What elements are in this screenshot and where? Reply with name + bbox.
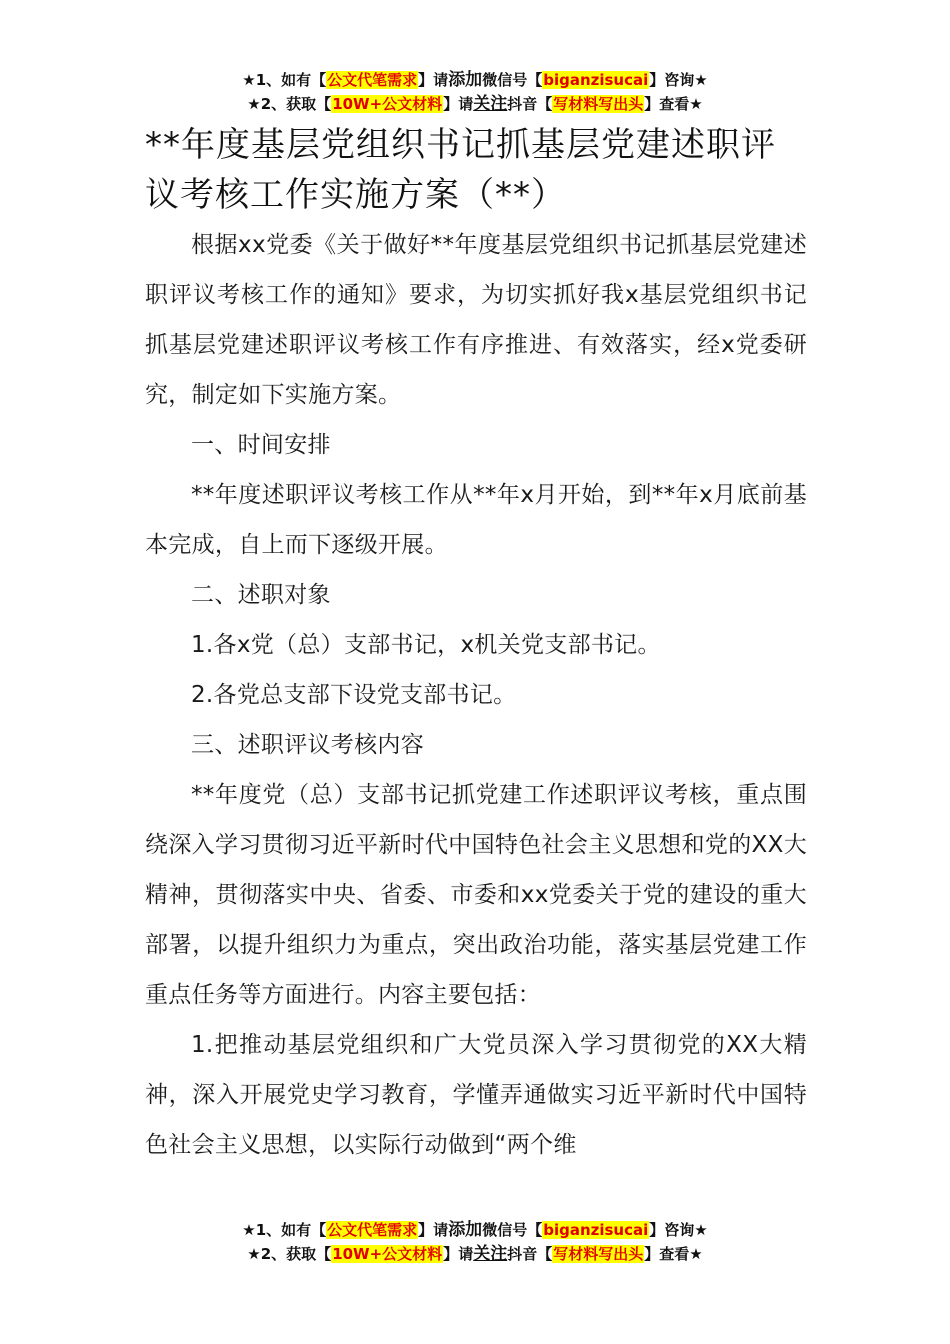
promo-emphasis: 添加 [448,1220,483,1240]
promo-text: 】查看★ [644,95,703,113]
promo-text: 微信号【 [482,71,543,89]
promo-banner-top [0,68,950,116]
promo-text: 】咨询★ [649,71,708,89]
promo-highlight-materials: 10W+公文材料 [332,1245,443,1263]
promo-text: 】请 [418,1221,449,1239]
promo-text: 】请 [443,95,474,113]
promo-line-1 [0,1218,950,1242]
subjects-item-2: 2.各党总支部下设党支部书记。 [191,682,517,708]
promo-line-1 [0,68,950,92]
promo-highlight-materials: 10W+公文材料 [332,95,443,113]
document-body [145,120,807,1170]
promo-text: 】请 [443,1245,474,1263]
promo-text: 抖音【 [507,95,553,113]
schedule-paragraph: **年度述职评议考核工作从**年x月开始，到**年x月底前基本完成，自上而下逐级开展。 [145,482,807,558]
intro-paragraph: 根据xx党委《关于做好**年度基层党组织书记抓基层党建述职评议考核工作的通知》要求，为切实抓好我x基层党组织书记抓基层党建述职评议考核工作有序推进、有效落实，经x党委研究，制定如下实施方案。 [145,232,807,408]
promo-emphasis: 关注 [473,1244,508,1264]
promo-emphasis: 添加 [448,70,483,90]
content-item-1: 1.把推动基层党组织和广大党员深入学习贯彻党的XX大精神，深入开展党史学习教育，学懂弄通做实习近平新时代中国特色社会主义思想，以实际行动做到“两个维 [145,1032,807,1158]
promo-highlight-douyin: 写材料写出头 [553,1245,644,1263]
promo-line-2 [0,92,950,116]
promo-emphasis: 关注 [473,94,508,114]
promo-text: ★1、如有【 [242,1221,327,1239]
promo-line-2 [0,1242,950,1266]
promo-text: 微信号【 [482,1221,543,1239]
promo-text: ★1、如有【 [242,71,327,89]
promo-text: 】咨询★ [649,1221,708,1239]
section-heading-schedule: 一、时间安排 [191,432,331,458]
promo-text: 】查看★ [644,1245,703,1263]
promo-text: 抖音【 [507,1245,553,1263]
section-heading-subjects: 二、述职对象 [191,582,331,608]
promo-highlight-wechat: biganzisucai [543,1221,649,1239]
promo-highlight-wechat: biganzisucai [543,71,649,89]
section-heading-content: 三、述职评议考核内容 [191,732,424,758]
document-title: **年度基层党组织书记抓基层党建述职评议考核工作实施方案（**） [145,125,776,215]
promo-highlight-service: 公文代笔需求 [327,1221,418,1239]
promo-text: ★2、获取【 [247,95,332,113]
content-paragraph: **年度党（总）支部书记抓党建工作述职评议考核，重点围绕深入学习贯彻习近平新时代中国特色社会主义思想和党的XX大精神，贯彻落实中央、省委、市委和xx党委关于党的建设的重大部署，以提升组织力为重点，突出政治功能，落实基层党建工作重点任务等方面进行。内容主要包括： [145,782,807,1008]
promo-text: ★2、获取【 [247,1245,332,1263]
promo-banner-bottom [0,1218,950,1266]
promo-highlight-service: 公文代笔需求 [327,71,418,89]
promo-text: 】请 [418,71,449,89]
promo-highlight-douyin: 写材料写出头 [553,95,644,113]
subjects-item-1: 1.各x党（总）支部书记，x机关党支部书记。 [191,632,661,658]
